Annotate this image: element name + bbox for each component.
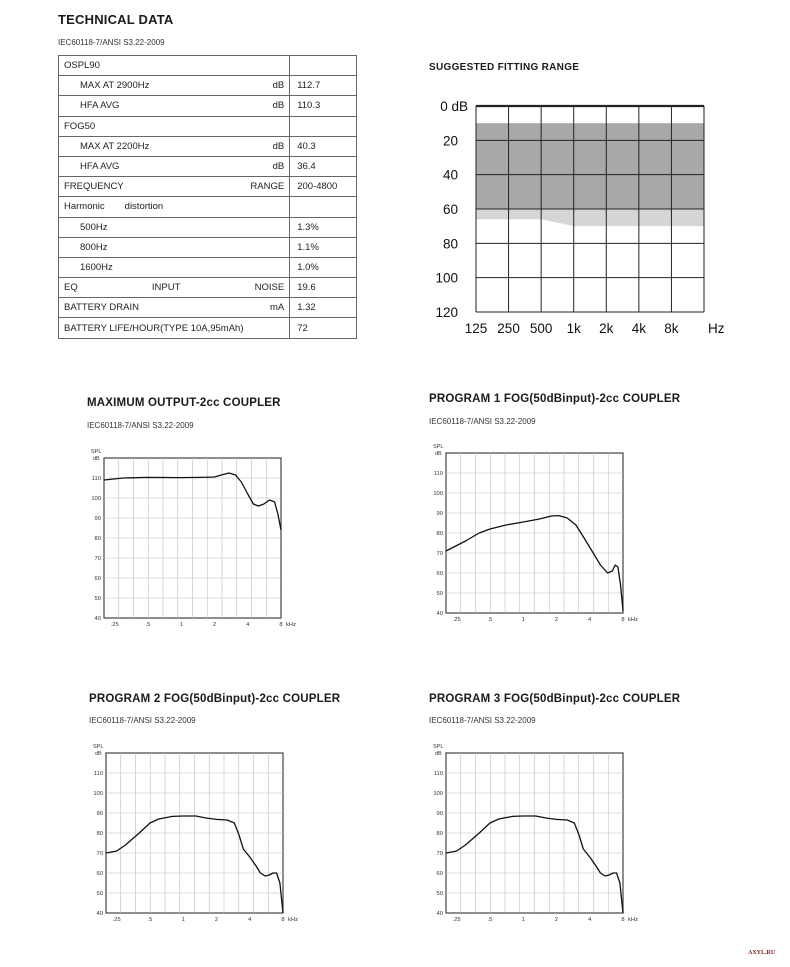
graph-y-tick: 90	[96, 811, 103, 817]
graph-x-tick: 1	[521, 917, 525, 923]
graph-x-tick: 8	[621, 617, 625, 623]
graph-y-tick: 40	[96, 911, 103, 917]
fitting-y-label: 80	[442, 236, 458, 252]
row-label: MAX AT 2200Hz	[80, 140, 150, 152]
graph-y-unit-bottom: dB	[435, 451, 442, 457]
row-label-cell	[59, 116, 290, 136]
row-value: 1.32	[290, 298, 357, 318]
fitting-y-label: 60	[442, 202, 458, 217]
fitting-y-label: 40	[442, 167, 458, 183]
graph-x-tick: 1	[181, 917, 185, 923]
row-label: BATTERY DRAIN	[64, 302, 139, 314]
row-label-2: distortion	[124, 201, 164, 213]
graph-x-tick: 2	[212, 622, 217, 628]
graph-x-tick: 2	[214, 917, 219, 923]
graph-x-tick: 2	[554, 917, 559, 923]
fitting-y-label: 20	[442, 133, 458, 149]
graph-x-tick: .25	[452, 617, 461, 623]
row-value: 40.3	[290, 136, 357, 156]
row-value: 112.7	[290, 76, 357, 96]
graph-title-program-1: PROGRAM 1 FOG(50dBinput)-2cc COUPLER	[429, 393, 681, 405]
graph-y-tick: 80	[96, 831, 103, 837]
graph-y-tick: 100	[433, 791, 443, 797]
table-row	[59, 76, 357, 96]
graph-standard-program-1: IEC60118-7/ANSI S3.22-2009	[429, 417, 536, 426]
graph-y-tick: 40	[436, 911, 443, 917]
row-label: EQ	[64, 282, 78, 294]
fitting-x-label: 4k	[631, 321, 646, 336]
row-value: 1.3%	[290, 217, 357, 237]
graph-y-tick: 40	[94, 616, 101, 622]
fitting-x-label: 8k	[664, 321, 679, 336]
fitting-x-label: 125	[464, 321, 488, 336]
graph-x-unit: kHz	[286, 622, 296, 628]
graph-x-tick: 8	[281, 917, 285, 923]
table-row	[59, 116, 357, 136]
graph-y-unit-bottom: dB	[435, 751, 442, 757]
fitting-x-label: 250	[497, 321, 520, 336]
graph-y-tick: 80	[436, 531, 443, 537]
graph-x-tick: .25	[110, 622, 119, 628]
graph-y-tick: 100	[91, 496, 101, 502]
row-value: 72	[290, 318, 357, 338]
row-label-cell	[59, 96, 290, 116]
fitting-range-dark-band	[476, 123, 704, 209]
row-unit: dB	[272, 140, 285, 152]
graph-x-tick: 1	[179, 622, 183, 628]
graph-y-tick: 70	[94, 556, 101, 562]
graph-y-unit-bottom: dB	[93, 456, 100, 462]
row-label-mid: INPUT	[151, 282, 181, 294]
table-row	[59, 278, 357, 298]
row-label: HFA AVG	[80, 100, 120, 112]
row-label: 1600Hz	[80, 261, 113, 273]
row-value: 1.1%	[290, 237, 357, 257]
graph-y-tick: 50	[96, 891, 103, 897]
row-value: 36.4	[290, 156, 357, 176]
graph-program-3	[422, 743, 637, 931]
graph-y-tick: 50	[436, 591, 443, 597]
graph-y-tick: 60	[96, 871, 103, 877]
graph-y-tick: 70	[436, 851, 443, 857]
row-label: 500Hz	[80, 221, 108, 233]
table-row	[59, 96, 357, 116]
row-value: 19.6	[290, 278, 357, 298]
graph-y-tick: 50	[94, 596, 101, 602]
graph-y-tick: 80	[436, 831, 443, 837]
row-value: 200-4800	[290, 177, 357, 197]
graph-y-unit-top: SPL	[91, 449, 102, 455]
graph-program-1	[422, 443, 637, 631]
row-label: FOG50	[64, 120, 96, 132]
graph-y-tick: 90	[94, 516, 101, 522]
graph-y-tick: 60	[436, 571, 443, 577]
row-label-cell	[59, 136, 290, 156]
row-label-cell	[59, 298, 290, 318]
graph-y-tick: 70	[96, 851, 103, 857]
technical-data-table	[58, 55, 357, 339]
graph-x-tick: 2	[554, 617, 559, 623]
row-label-cell	[59, 237, 290, 257]
graph-x-tick: 4	[246, 622, 250, 628]
graph-y-tick: 70	[436, 551, 443, 557]
table-row	[59, 298, 357, 318]
graph-y-tick: 110	[433, 771, 443, 777]
graph-x-tick: 4	[588, 617, 592, 623]
row-unit: dB	[272, 161, 285, 173]
graph-y-tick: 80	[94, 536, 101, 542]
graph-x-unit: kHz	[288, 917, 298, 923]
graph-x-tick: 4	[588, 917, 592, 923]
row-label-cell	[59, 197, 290, 217]
graph-title-program-3: PROGRAM 3 FOG(50dBinput)-2cc COUPLER	[429, 693, 681, 705]
row-unit: dB	[272, 80, 285, 92]
graph-x-unit: kHz	[628, 617, 638, 623]
graph-x-tick: 1	[521, 617, 525, 623]
fitting-y-label: 120	[435, 305, 458, 320]
row-label-cell	[59, 217, 290, 237]
table-row	[59, 318, 357, 338]
row-unit: RANGE	[250, 181, 285, 193]
row-value: 1.0%	[290, 257, 357, 277]
row-label-cell	[59, 318, 290, 338]
row-label: 800Hz	[80, 241, 108, 253]
row-label-cell	[59, 257, 290, 277]
row-label: MAX AT 2900Hz	[80, 80, 150, 92]
graph-y-tick: 110	[91, 476, 101, 482]
row-label-cell	[59, 56, 290, 76]
fitting-range-audiogram	[418, 86, 725, 346]
row-label-cell	[59, 278, 290, 298]
graph-y-tick: 100	[433, 491, 443, 497]
graph-x-tick: .25	[452, 917, 461, 923]
graph-y-tick: 110	[433, 471, 443, 477]
row-unit: dB	[272, 100, 285, 112]
fitting-x-label: Hz	[708, 321, 725, 336]
graph-y-tick: 60	[436, 871, 443, 877]
row-label-cell	[59, 177, 290, 197]
graph-program-2	[82, 743, 297, 931]
graph-standard-program-2: IEC60118-7/ANSI S3.22-2009	[89, 716, 196, 725]
graph-standard-max-output: IEC60118-7/ANSI S3.22-2009	[87, 421, 194, 430]
row-label-cell	[59, 156, 290, 176]
fitting-range-light-band	[476, 209, 704, 226]
row-label: HFA AVG	[80, 161, 120, 173]
table-row	[59, 197, 357, 217]
graph-x-tick: 4	[248, 917, 252, 923]
fitting-x-label: 2k	[599, 321, 614, 336]
fitting-y-label: 100	[435, 270, 458, 286]
graph-y-tick: 90	[436, 811, 443, 817]
graph-standard-program-3: IEC60118-7/ANSI S3.22-2009	[429, 716, 536, 725]
graph-y-tick: 90	[436, 511, 443, 517]
table-row	[59, 177, 357, 197]
table-row	[59, 56, 357, 76]
graph-x-tick: .25	[112, 917, 121, 923]
row-label: FREQUENCY	[64, 181, 124, 193]
standard-note: IEC60118-7/ANSI S3.22-2009	[58, 38, 165, 47]
graph-y-unit-top: SPL	[93, 744, 104, 750]
graph-title-max-output: MAXIMUM OUTPUT-2cc COUPLER	[87, 397, 281, 409]
watermark: AXYL.RU	[748, 950, 776, 956]
table-row	[59, 136, 357, 156]
graph-max-output	[80, 448, 295, 636]
graph-y-unit-top: SPL	[433, 444, 444, 450]
row-value	[290, 116, 357, 136]
page-title: TECHNICAL DATA	[58, 12, 174, 27]
table-row	[59, 217, 357, 237]
row-unit: NOISE	[254, 282, 285, 294]
graph-x-tick: .5	[487, 617, 493, 623]
row-unit: mA	[269, 302, 285, 314]
row-label: BATTERY LIFE/HOUR(TYPE 10A,95mAh)	[64, 322, 244, 334]
graph-y-unit-top: SPL	[433, 744, 444, 750]
fitting-x-label: 1k	[566, 321, 581, 336]
row-value	[290, 56, 357, 76]
table-row	[59, 156, 357, 176]
row-label: OSPL90	[64, 60, 100, 72]
fitting-range-title: SUGGESTED FITTING RANGE	[429, 62, 580, 73]
graph-x-tick: .5	[487, 917, 493, 923]
graph-y-tick: 40	[436, 611, 443, 617]
fitting-y-label: 0 dB	[440, 99, 468, 114]
row-value	[290, 197, 357, 217]
row-label: Harmonic	[64, 201, 105, 213]
graph-x-tick: .5	[147, 917, 153, 923]
row-value: 110.3	[290, 96, 357, 116]
graph-y-unit-bottom: dB	[95, 751, 102, 757]
table-row	[59, 257, 357, 277]
graph-x-tick: .5	[145, 622, 151, 628]
fitting-x-label: 500	[529, 321, 553, 336]
graph-x-unit: kHz	[628, 917, 638, 923]
graph-x-tick: 8	[279, 622, 283, 628]
graph-y-tick: 100	[93, 791, 103, 797]
graph-y-tick: 110	[93, 771, 103, 777]
graph-x-tick: 8	[621, 917, 625, 923]
graph-y-tick: 50	[436, 891, 443, 897]
graph-y-tick: 60	[94, 576, 101, 582]
row-label-cell	[59, 76, 290, 96]
graph-title-program-2: PROGRAM 2 FOG(50dBinput)-2cc COUPLER	[89, 693, 341, 705]
table-row	[59, 237, 357, 257]
